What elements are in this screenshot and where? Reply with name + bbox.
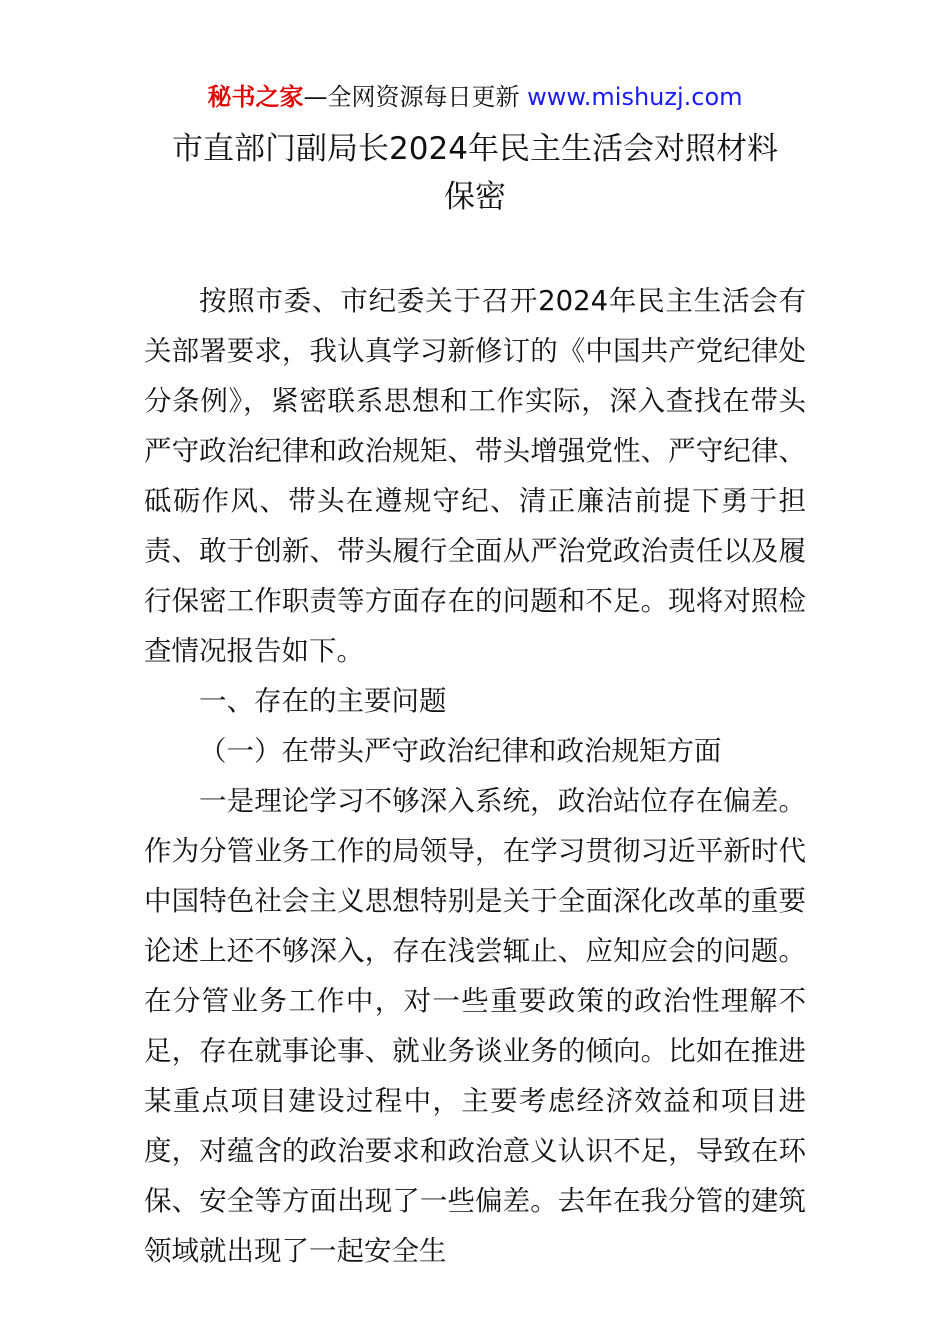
document-title: 市直部门副局长2024年民主生活会对照材料 [172,131,778,167]
body-paragraph: 一是理论学习不够深入系统，政治站位存在偏差。作为分管业务工作的局领导，在学习贯彻习近平新时代中国特色社会主义思想特别是关于全面深化改革的重要论述上还不够深入，存在浅尝辄止、应知应会的问题。在分管业务工作中，对一些重要政策的政治性理解不足，存在就事论事、就业务谈业务的倾向。比如在推进某重点项目建设过程中，主要考虑经济效益和项目进度，对蕴含的政治要求和政治意义认识不足，导致在环保、安全等方面出现了一些偏差。去年在我分管的建筑领域就出现了一起安全生 [144,785,806,1267]
document-body [144,276,806,1276]
body-paragraph: 按照市委、市纪委关于召开2024年民主生活会有关部署要求，我认真学习新修订的《中国共产党纪律处分条例》，紧密联系思想和工作实际，深入查找在带头严守政治纪律和政治规矩、带头增强党性、严守纪律、砥砺作风、带头在遵规守纪、清正廉洁前提下勇于担责、敢于创新、带头履行全面从严治党政治责任以及履行保密工作职责等方面存在的问题和不足。现将对照检查情况报告如下。 [144,285,806,667]
section-heading: 一、存在的主要问题 [199,685,447,717]
site-tagline: —全网资源每日更新 [303,83,528,111]
subsection-heading: （一）在带头严守政治纪律和政治规矩方面 [199,735,722,767]
site-url-link[interactable]: www.mishuzj.com [527,83,743,111]
watermark-header [0,80,950,114]
document-subtitle: 保密 [444,179,506,215]
site-brand: 秘书之家 [207,83,304,111]
